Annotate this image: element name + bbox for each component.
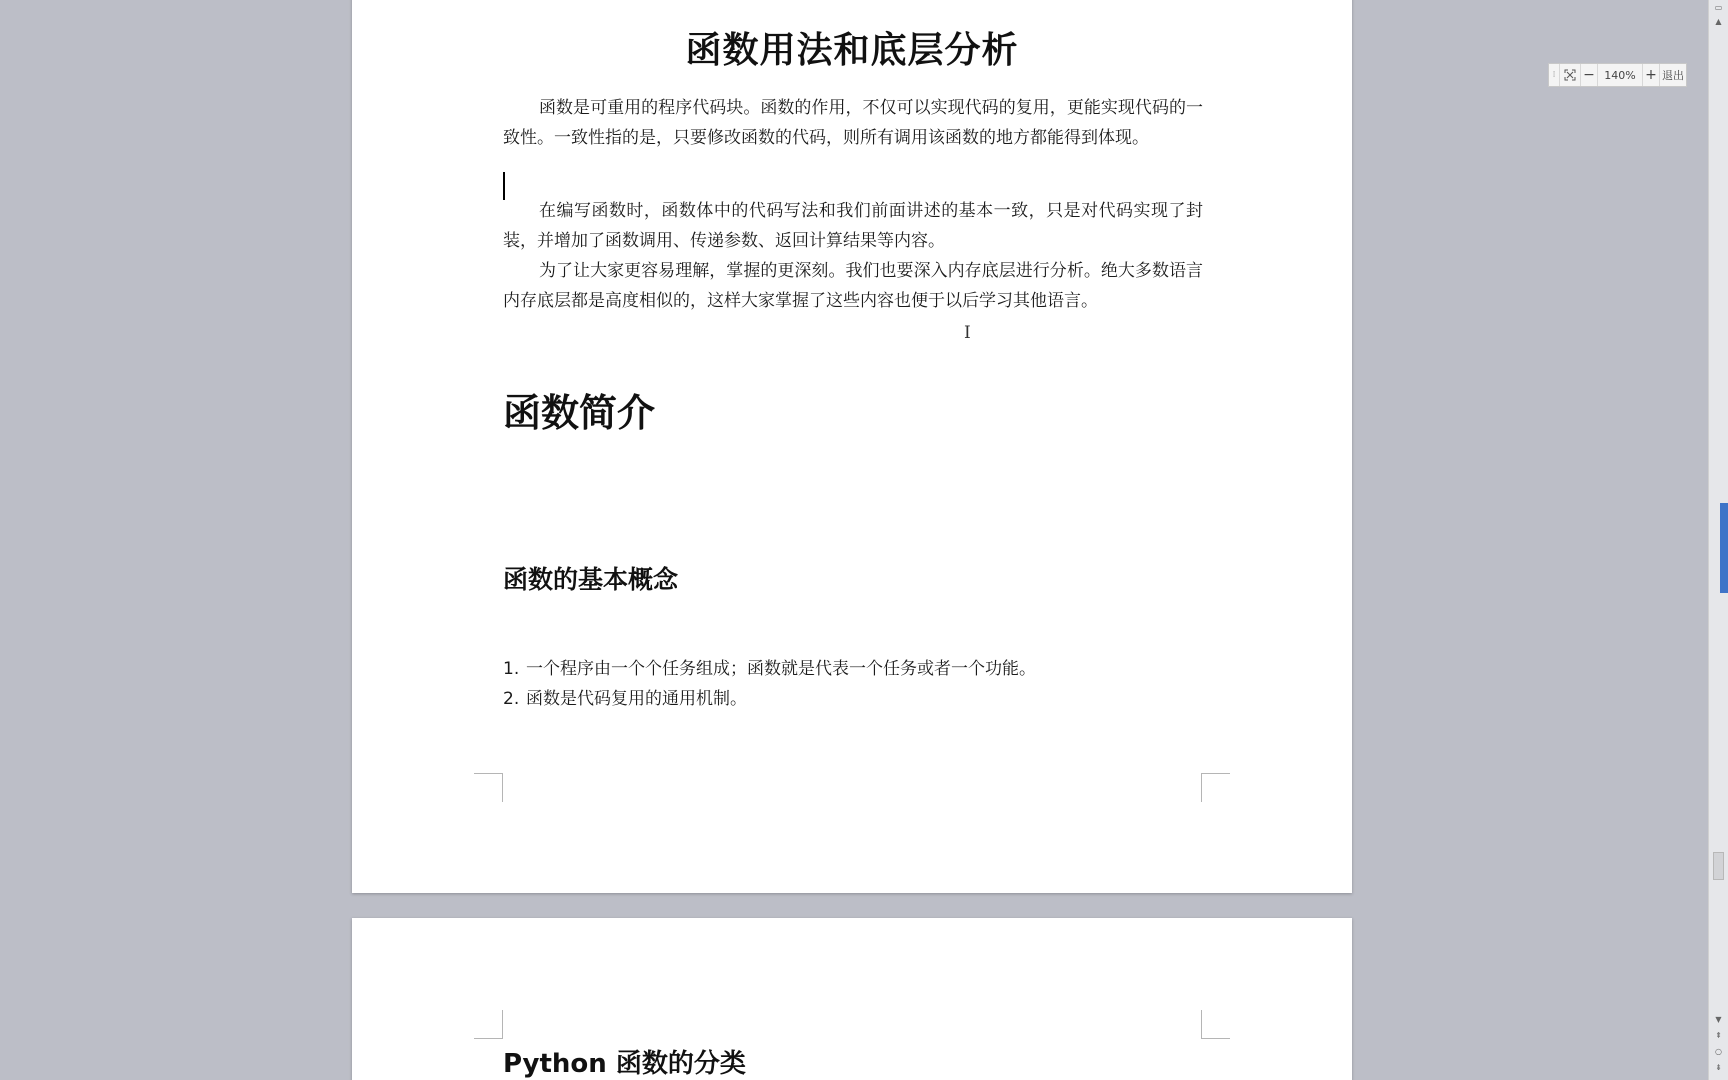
document-page[interactable] (352, 918, 1352, 1080)
list-number: 1. (503, 659, 520, 679)
paragraph: 在编写函数时，函数体中的代码写法和我们前面讲述的基本一致，只是对代码实现了封装，并增加了函数调用、传递参数、返回计算结果等内容。 (503, 201, 1203, 251)
list-item (503, 684, 1036, 714)
list-item (503, 654, 1036, 684)
list-text: 一个程序由一个个任务组成；函数就是代表一个任务或者一个功能。 (526, 659, 1036, 679)
list-text: 函数是代码复用的通用机制。 (526, 689, 747, 709)
next-page-button[interactable]: ⇟ (1715, 1063, 1722, 1072)
heading-basic-concepts: 函数的基本概念 (503, 565, 679, 594)
margin-corner-top-right (1201, 1010, 1230, 1039)
browse-object-button[interactable]: ○ (1715, 1047, 1722, 1056)
heading-function-categories: Python 函数的分类 (503, 1049, 746, 1079)
zoom-out-button[interactable]: − (1581, 64, 1598, 86)
document-page[interactable] (352, 0, 1352, 893)
text-cursor-icon: I (964, 323, 971, 343)
zoom-toolbar (1548, 63, 1687, 87)
margin-corner-top-left (474, 1010, 503, 1039)
exit-button[interactable]: 退出 (1662, 69, 1684, 82)
scrollbar-thumb[interactable] (1713, 852, 1724, 880)
document-title: 函数用法和底层分析 (685, 30, 1019, 71)
previous-page-button[interactable]: ⇞ (1715, 1031, 1722, 1040)
panel-icon[interactable]: ▭ (1714, 3, 1723, 12)
scroll-down-button[interactable]: ▼ (1715, 1015, 1722, 1024)
zoom-in-button[interactable]: + (1643, 64, 1660, 86)
grip-icon[interactable]: ⁞ (1549, 64, 1560, 86)
fit-page-icon (1564, 69, 1576, 81)
zoom-level[interactable]: 140% (1598, 64, 1643, 86)
paragraph: 为了让大家更容易理解，掌握的更深刻。我们也要深入内存底层进行分析。绝大多数语言内存底层都是高度相似的，这样大家掌握了这些内容也便于以后学习其他语言。 (503, 261, 1203, 311)
list-number: 2. (503, 689, 520, 709)
heading-function-intro: 函数简介 (503, 391, 656, 435)
side-panel-tab[interactable] (1720, 503, 1728, 593)
fit-page-button[interactable] (1560, 64, 1581, 86)
concept-list (503, 654, 1036, 714)
margin-corner-bottom-left (474, 773, 503, 802)
margin-corner-bottom-right (1201, 773, 1230, 802)
scroll-up-button[interactable]: ▲ (1715, 17, 1722, 26)
paragraph: 函数是可重用的程序代码块。函数的作用，不仅可以实现代码的复用，更能实现代码的一致性。一致性指的是，只要修改函数的代码，则所有调用该函数的地方都能得到体现。 (503, 98, 1203, 148)
